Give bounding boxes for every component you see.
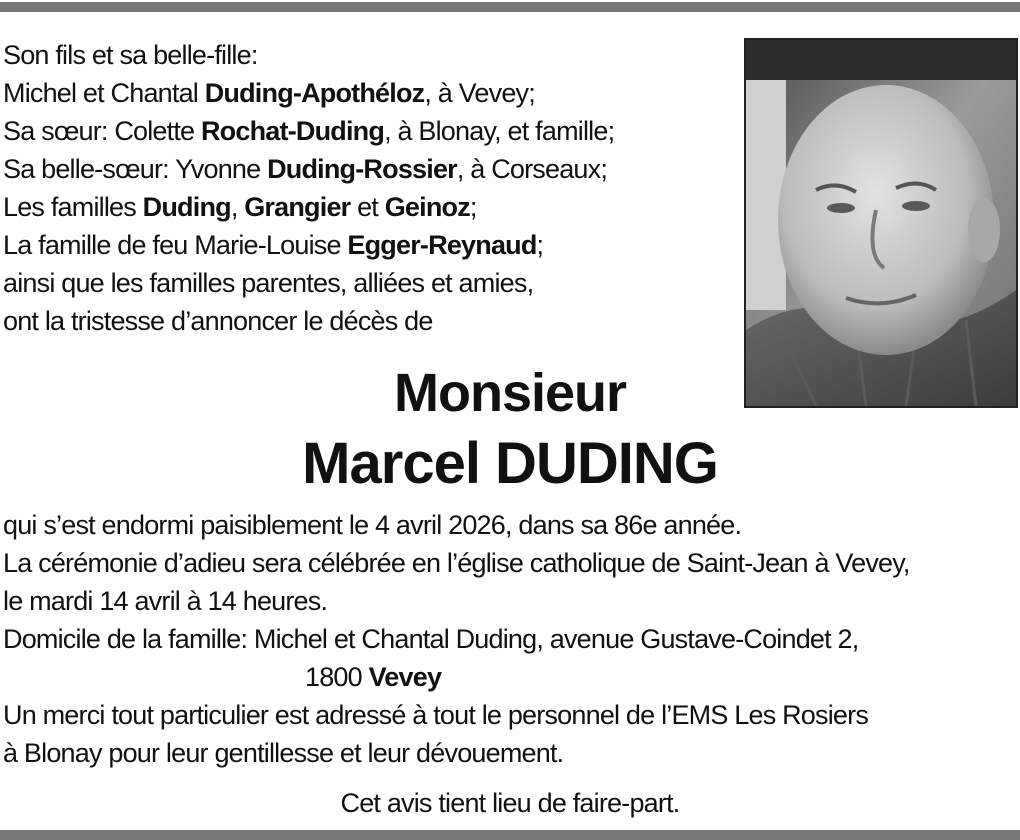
- intro-line-5: Les familles Duding, Grangier et Geinoz;: [3, 192, 477, 222]
- details-line-4: Domicile de la famille: Michel et Chantal Duding, avenue Gustave-Coindet 2,: [3, 624, 859, 654]
- town-name: Vevey: [368, 662, 442, 692]
- family-name: Rochat-Duding: [200, 116, 385, 146]
- intro-line-6: La famille de feu Marie-Louise Egger-Reynaud;: [3, 230, 544, 260]
- family-name: Egger-Reynaud: [347, 230, 537, 260]
- details-line-3: le mardi 14 avril à 14 heures.: [3, 586, 328, 616]
- family-name: Geinoz: [384, 192, 470, 222]
- family-name: Duding: [142, 192, 231, 222]
- details-line-2: La cérémonie d’adieu sera célébrée en l’église catholique de Saint-Jean à Vevey,: [3, 548, 910, 578]
- bottom-rule: [0, 830, 1020, 840]
- portrait-photo-icon: [746, 40, 1016, 406]
- intro-line-8: ont la tristesse d’annoncer le décès de: [3, 306, 433, 336]
- family-name: Grangier: [244, 192, 351, 222]
- top-rule: [0, 2, 1020, 12]
- intro-line-7: ainsi que les familles parentes, alliées et amies,: [3, 268, 534, 298]
- family-name: Duding-Apothéloz: [204, 78, 425, 108]
- ceremony-details: [3, 506, 1019, 772]
- details-line-7: à Blonay pour leur gentillesse et leur dévouement.: [3, 738, 564, 768]
- details-line-5: 1800 Vevey: [305, 662, 442, 692]
- closing-note: Cet avis tient lieu de faire-part.: [340, 788, 680, 818]
- deceased-title: Monsieur: [393, 363, 627, 423]
- family-announcement: [3, 36, 614, 340]
- details-line-6: Un merci tout particulier est adressé à tout le personnel de l’EMS Les Rosiers: [3, 700, 869, 730]
- intro-line-1: Son fils et sa belle-fille:: [3, 40, 258, 70]
- intro-line-4: Sa belle-sœur: Yvonne Duding-Rossier, à Corseaux;: [3, 154, 608, 184]
- intro-line-2: Michel et Chantal Duding-Apothéloz, à Vevey;: [3, 78, 535, 108]
- intro-line-3: Sa sœur: Colette Rochat-Duding, à Blonay, et famille;: [3, 116, 615, 146]
- details-line-1: qui s’est endormi paisiblement le 4 avril 2026, dans sa 86e année.: [3, 510, 742, 540]
- family-name: Duding-Rossier: [267, 154, 457, 184]
- portrait-photo-icon: [744, 38, 1018, 408]
- deceased-name: Marcel DUDING: [302, 431, 718, 496]
